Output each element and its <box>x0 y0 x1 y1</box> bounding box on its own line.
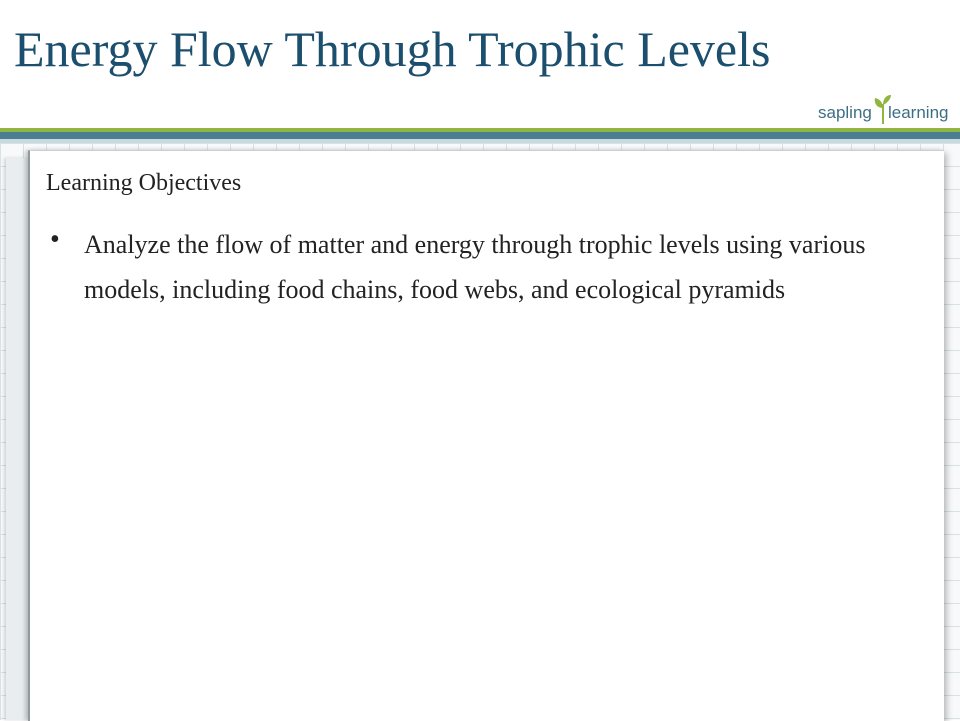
logo-text-right: learning <box>888 103 949 122</box>
logo-text-left: sapling <box>818 103 872 122</box>
slide-title: Energy Flow Through Trophic Levels <box>14 21 771 77</box>
objective-bullet: Analyze the flow of matter and energy through trophic levels using various models, including food chains, food webs, and ecological pyramids <box>84 230 866 304</box>
accent-stripe-teal <box>0 132 960 139</box>
bullet-icon: • <box>50 224 60 255</box>
learning-objectives-heading: Learning Objectives <box>46 170 242 196</box>
sapling-learning-logo <box>818 94 956 128</box>
paper-sheet-back <box>6 158 29 720</box>
